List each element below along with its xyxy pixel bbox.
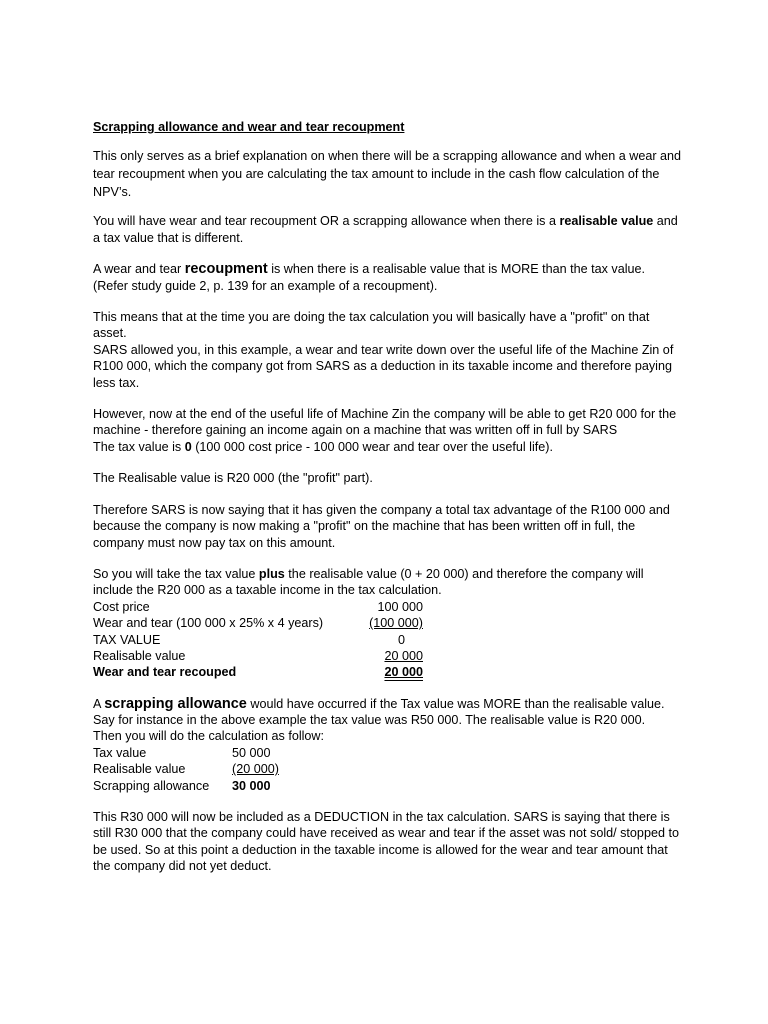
table-row <box>93 615 683 631</box>
scrapping-allowance-emphasis: scrapping allowance <box>104 695 247 712</box>
sars-allowance-paragraph: SARS allowed you, in this example, a wear and tear write down over the useful life of the Machine Zin of R100 000, which the company got from SARS as a deduction in its taxable income and therefore paying less tax. <box>93 342 674 390</box>
tax-value-zero: 0 <box>184 439 192 454</box>
scrapping-definition-paragraph: A scrapping allowance would have occurred if the Tax value was MORE than the realisable value. <box>93 695 665 712</box>
document-body <box>93 119 683 875</box>
recoupment-emphasis: recoupment <box>184 261 268 278</box>
end-of-life-paragraph: However, now at the end of the useful life of Machine Zin the company will be able to get R20 000 for the machine - therefore gaining an income again on a machine that was written off in full by SARS <box>93 407 677 438</box>
recoupment-calculation-table <box>93 599 683 681</box>
row-value: (20 000) <box>232 762 279 777</box>
row-value: 100 000 <box>377 599 423 614</box>
row-value: (100 000) <box>369 616 423 631</box>
table-row <box>93 745 683 761</box>
intro-paragraph: This only serves as a brief explanation on when there will be a scrapping allowance and when a wear and tear recoupment when you are calculating the tax amount to include in the cash flow calculation of the NPV’s. <box>93 149 682 200</box>
row-label: Tax value <box>93 745 147 760</box>
row-label: Wear and tear recouped <box>93 665 237 680</box>
profit-paragraph: This means that at the time you are doing the tax calculation you will basically have a "profit" on that asset. <box>93 310 650 341</box>
row-label: TAX VALUE <box>93 632 161 647</box>
table-row <box>93 664 683 680</box>
row-label: Scrapping allowance <box>93 778 210 793</box>
row-value: 50 000 <box>232 745 271 760</box>
table-row <box>93 599 683 615</box>
row-label: Realisable value <box>93 648 186 663</box>
realisable-value-paragraph: You will have wear and tear recoupment OR a scrapping allowance when there is a realisable value and a tax value that is different. <box>93 214 678 245</box>
row-label: Cost price <box>93 599 150 614</box>
row-value: 20 000 <box>384 648 423 663</box>
plus-emphasis: plus <box>258 566 285 581</box>
row-value: 20 000 <box>384 665 423 680</box>
row-value: 30 000 <box>232 778 271 793</box>
document-title: Scrapping allowance and wear and tear recoupment <box>93 120 405 134</box>
table-row <box>93 778 683 794</box>
table-row <box>93 648 683 664</box>
row-label: Wear and tear (100 000 x 25% x 4 years) <box>93 616 324 631</box>
realisable-value-emphasis: realisable value <box>559 214 654 229</box>
calculation-intro: Then you will do the calculation as follow: <box>93 729 325 744</box>
table-row <box>93 761 683 777</box>
scrapping-calculation-table <box>93 745 683 794</box>
deduction-paragraph: This R30 000 will now be included as a DEDUCTION in the tax calculation. SARS is saying that there is still R30 000 that the company could have received as wear and tear if the asset was not sold/ stopped to be used. So at this point a deduction in the taxable income is allowed for the wear and tear amount that the company did not yet deduct. <box>93 810 679 874</box>
realisable-value-profit-paragraph: The Realisable value is R20 000 (the "profit" part). <box>93 471 373 486</box>
tax-advantage-paragraph: Therefore SARS is now saying that it has given the company a total tax advantage of the R100 000 and because the company is now making a "profit" on the machine that has been written off in full, the company must now pay tax on this amount. <box>93 502 670 550</box>
table-row <box>93 632 683 648</box>
recoupment-definition-paragraph: A wear and tear recoupment is when there is a realisable value that is MORE than the tax value. (Refer study guide 2, p. 139 for an example of a recoupment). <box>93 261 646 293</box>
taxable-income-paragraph: So you will take the tax value plus the realisable value (0 + 20 000) and therefore the company will include the R20 000 as a taxable income in the tax calculation. <box>93 566 644 598</box>
row-value: 0 <box>397 632 405 647</box>
row-label: Realisable value <box>93 762 186 777</box>
tax-value-paragraph: The tax value is 0 (100 000 cost price - 100 000 wear and tear over the useful life). <box>93 439 553 454</box>
example-paragraph: Say for instance in the above example the tax value was R50 000. The realisable value is R20 000. <box>93 713 646 728</box>
